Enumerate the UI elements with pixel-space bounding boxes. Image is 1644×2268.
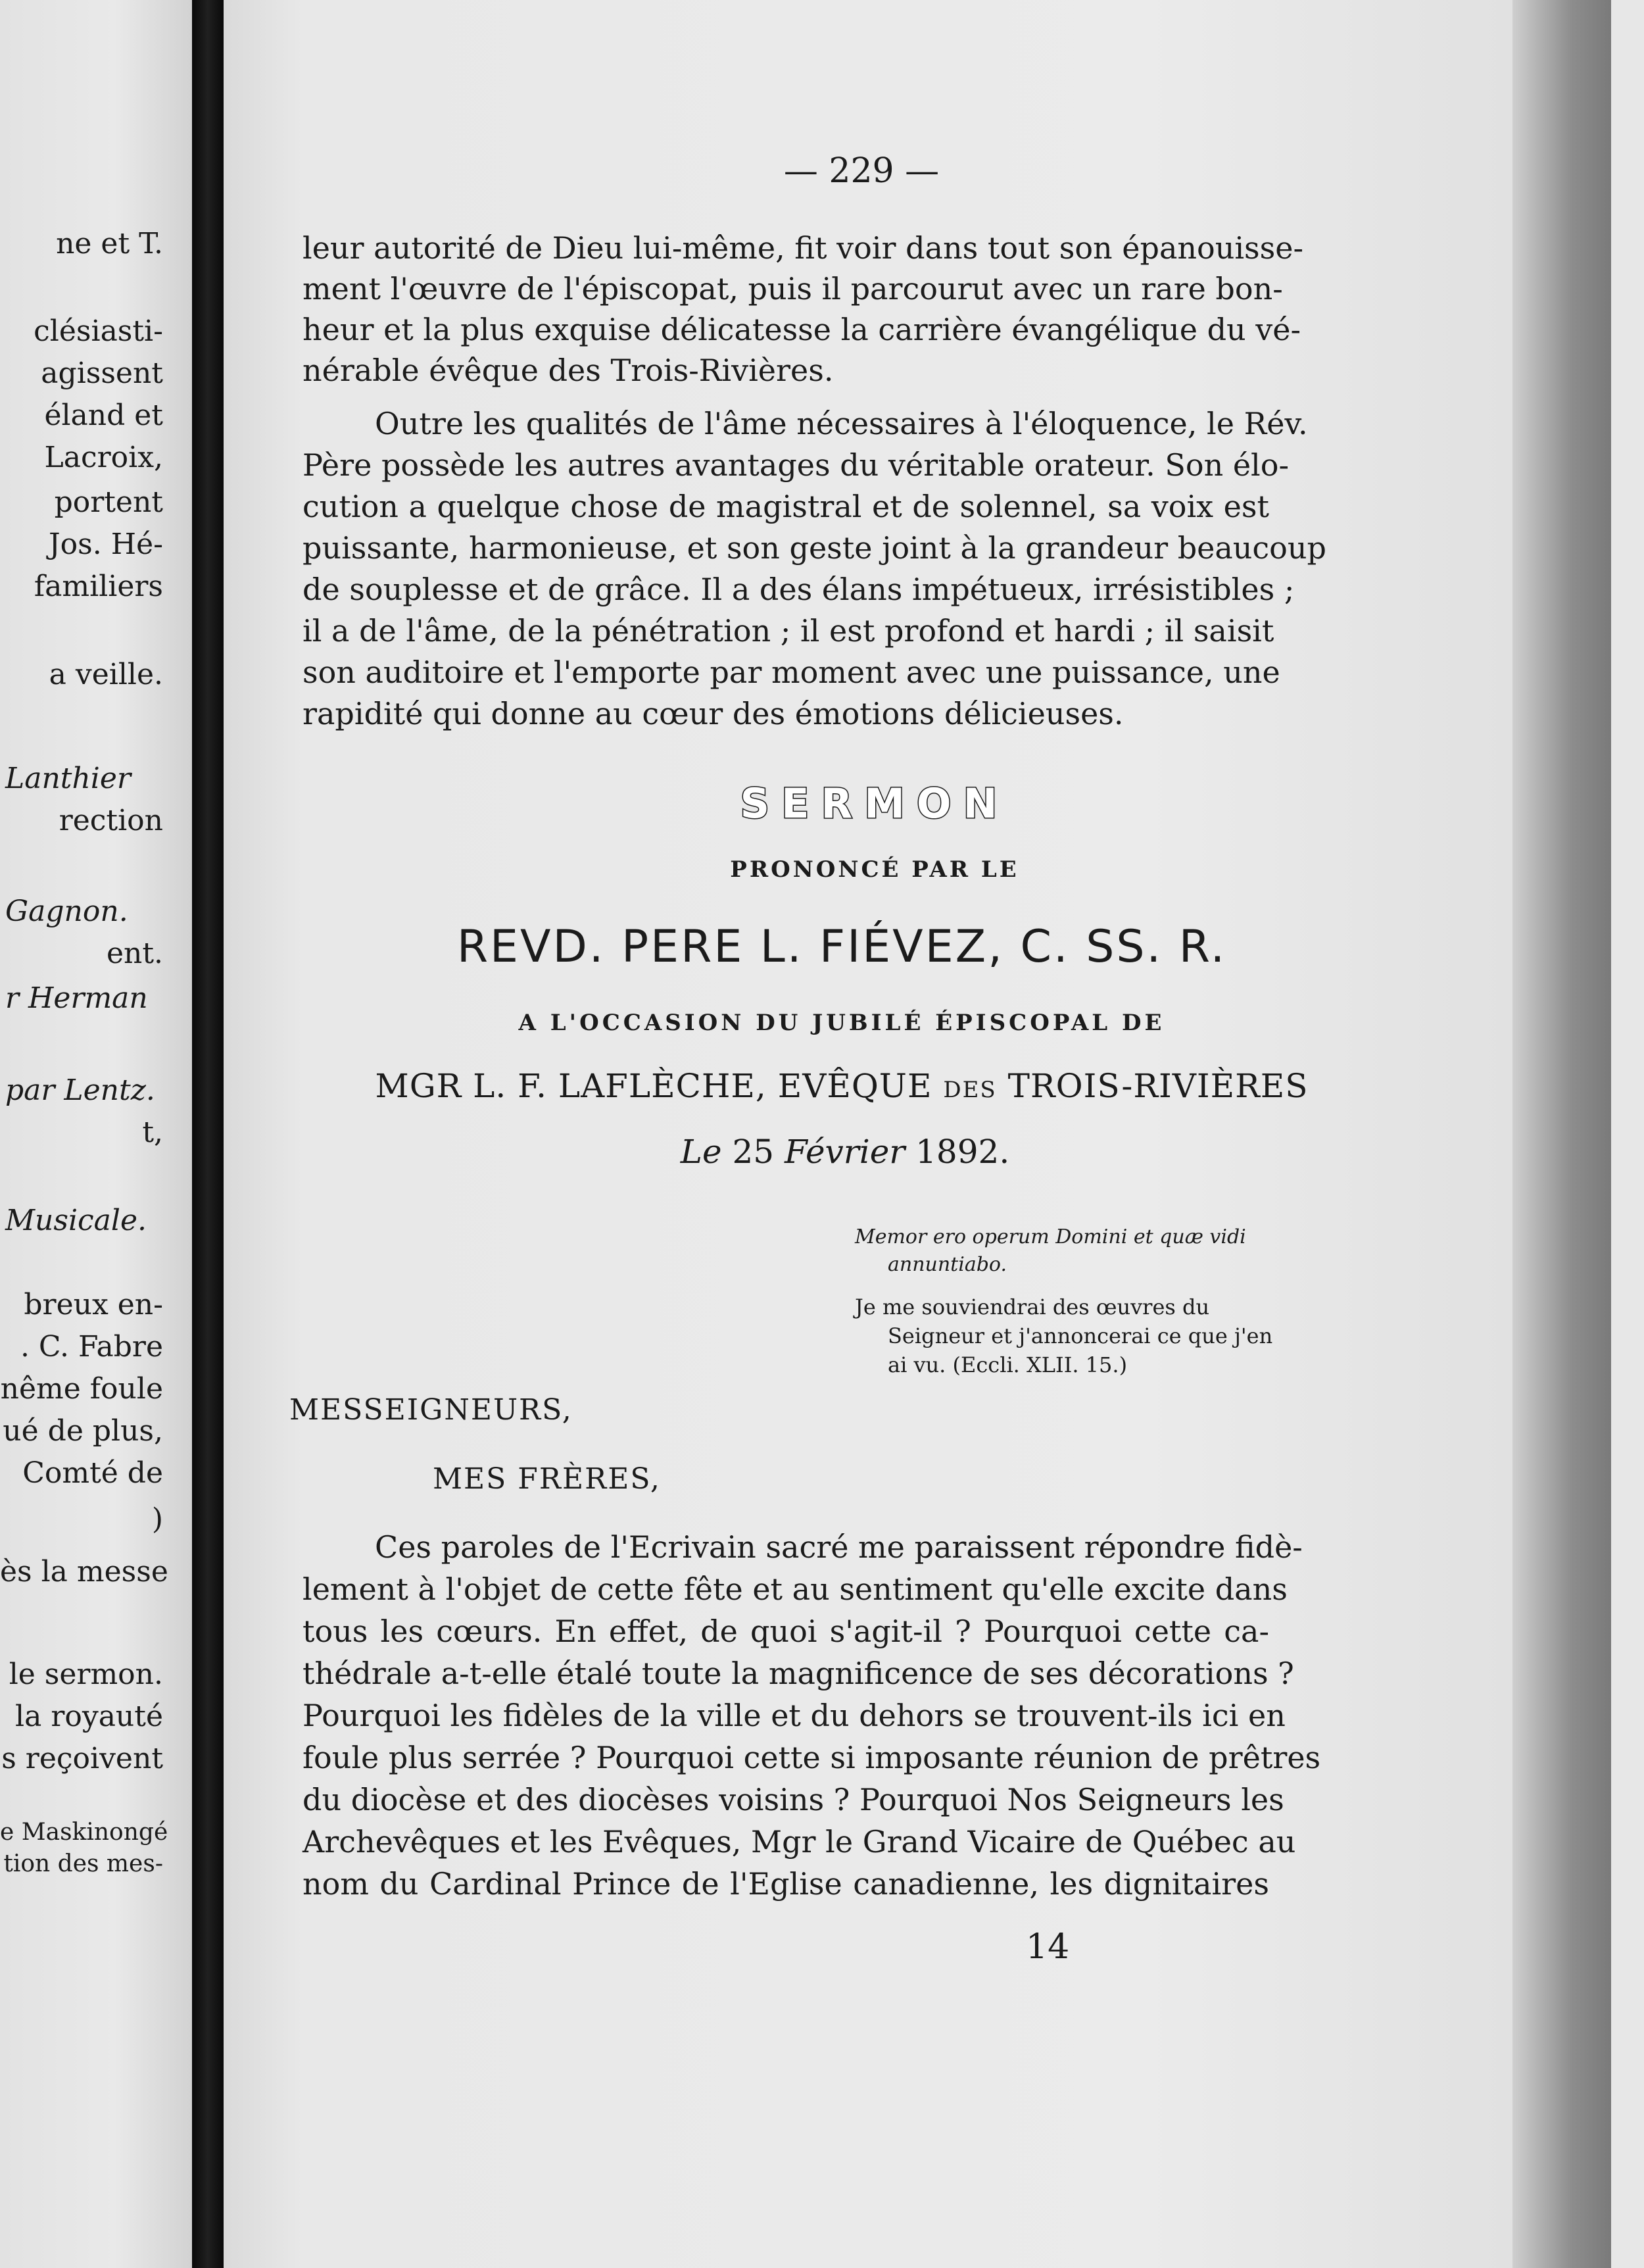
- facing-page-line: le sermon.: [9, 1658, 163, 1691]
- facing-page-line: clésiasti-: [34, 314, 163, 348]
- page-stack-edge: [1512, 0, 1611, 2268]
- text-line: heur et la plus exquise délicatesse la carrière évangélique du vé-: [302, 312, 1301, 347]
- signature-mark: 14: [1026, 1927, 1070, 1967]
- facing-page-line: a veille.: [49, 658, 163, 691]
- text-line: leur autorité de Dieu lui-même, fit voir dans tout son épanouisse-: [302, 230, 1304, 266]
- sermon-date: [566, 1133, 1124, 1171]
- facing-page-line: par Lentz.: [5, 1073, 155, 1107]
- facing-page-line: éland et: [44, 399, 163, 432]
- text-line: puissante, harmonieuse, et son geste joint à la grandeur beaucoup: [302, 530, 1326, 566]
- text-line: Pourquoi les fidèles de la ville et du dehors se trouvent-ils ici en: [302, 1698, 1286, 1733]
- facing-page-line: la royauté: [15, 1700, 163, 1733]
- facing-page-line: portent: [54, 485, 163, 519]
- text-line: nom du Cardinal Prince de l'Eglise canadienne, les dignitaires: [302, 1866, 1269, 1902]
- text-line: de souplesse et de grâce. Il a des élans impétueux, irrésistibles ;: [302, 572, 1295, 607]
- facing-page-line: Gagnon.: [5, 895, 128, 928]
- pronounced-by: PRONONCÉ PAR LE: [730, 856, 1019, 883]
- facing-page-line: ès la messe: [0, 1555, 168, 1589]
- page-number: — 229 —: [783, 151, 940, 191]
- facing-page-line: t,: [142, 1116, 163, 1149]
- facing-page-line: familiers: [34, 570, 163, 603]
- facing-page-line: breux en-: [24, 1288, 163, 1321]
- scan-margin: [1611, 0, 1644, 2268]
- facing-page-line: tion des mes-: [3, 1850, 163, 1877]
- salutation-mes-freres: MES FRÈRES,: [433, 1462, 661, 1496]
- epigraph-latin: Memor ero operum Domini et quæ vidi annuntiabo.: [855, 1225, 1246, 1276]
- book-gutter: [192, 0, 224, 2268]
- facing-page-line: e Maskinongé: [0, 1819, 168, 1846]
- text-line: thédrale a-t-elle étalé toute la magnificence de ses décorations ?: [302, 1656, 1294, 1691]
- preacher-name: REVD. PERE L. FIÉVEZ, C. SS. R.: [456, 921, 1227, 973]
- text-line: tous les cœurs. En effet, de quoi s'agit-il ? Pourquoi cette ca-: [302, 1614, 1269, 1649]
- facing-page-line: ne et T.: [56, 227, 163, 260]
- facing-page-line: Comté de: [22, 1456, 163, 1490]
- facing-page-line: . C. Fabre: [20, 1330, 163, 1364]
- salutation-messeigneurs: MESSEIGNEURS,: [289, 1393, 573, 1427]
- text-line: cution a quelque chose de magistral et de solennel, sa voix est: [302, 489, 1269, 524]
- facing-page-line: Lacroix,: [44, 441, 163, 474]
- facing-page-line: Jos. Hé-: [49, 528, 163, 561]
- facing-page-line: Lanthier: [5, 762, 131, 795]
- facing-page-left: [0, 0, 192, 2268]
- facing-page-line: Musicale.: [5, 1204, 147, 1237]
- facing-page-line: r Herman: [5, 981, 148, 1015]
- text-line: rapidité qui donne au cœur des émotions délicieuses.: [302, 696, 1124, 731]
- sermon-title: SERMON: [740, 779, 1009, 827]
- bishop-line: [289, 1067, 1394, 1105]
- date-month: Février: [785, 1133, 906, 1171]
- text-line: ment l'œuvre de l'épiscopat, puis il parcourut avec un rare bon-: [302, 271, 1283, 307]
- facing-page-line: nême foule: [0, 1372, 163, 1406]
- text-line: Père possède les autres avantages du véritable orateur. Son élo-: [302, 447, 1289, 483]
- text-line: Ces paroles de l'Ecrivain sacré me paraissent répondre fidè-: [375, 1529, 1303, 1565]
- facing-page-line: ent.: [106, 937, 163, 970]
- text-line: Outre les qualités de l'âme nécessaires à l'éloquence, le Rév.: [375, 406, 1308, 441]
- text-line: foule plus serrée ? Pourquoi cette si imposante réunion de prêtres: [302, 1740, 1321, 1775]
- epigraph-french: Je me souviendrai des œuvres du Seigneur et j'annoncerai ce que j'en ai vu. (Eccli. XLII. 15.): [855, 1294, 1273, 1377]
- text-line: son auditoire et l'emporte par moment avec une puissance, une: [302, 654, 1280, 690]
- text-line: nérable évêque des Trois-Rivières.: [302, 353, 834, 388]
- text-line: du diocèse et des diocèses voisins ? Pourquoi Nos Seigneurs les: [302, 1782, 1284, 1817]
- date-day: 25: [732, 1133, 775, 1171]
- facing-page-line: rection: [59, 804, 163, 837]
- occasion-line: A L'OCCASION DU JUBILÉ ÉPISCOPAL DE: [518, 1010, 1165, 1036]
- facing-page-line: s reçoivent: [1, 1742, 163, 1775]
- text-line: il a de l'âme, de la pénétration ; il est profond et hardi ; il saisit: [302, 613, 1274, 649]
- facing-page-line: agissent: [41, 357, 163, 390]
- text-line: lement à l'objet de cette fête et au sentiment qu'elle excite dans: [302, 1571, 1288, 1607]
- facing-page-line: ): [151, 1502, 163, 1536]
- date-year: 1892.: [915, 1133, 1010, 1171]
- bishop-name: MGR L. F. LAFLÈCHE, EVÊQUE: [375, 1067, 944, 1105]
- date-le: Le: [680, 1133, 722, 1171]
- bishop-see: TROIS-RIVIÈRES: [996, 1067, 1309, 1105]
- bishop-des: DES: [943, 1077, 997, 1103]
- main-page: [224, 0, 1542, 2268]
- facing-page-line: ué de plus,: [3, 1414, 163, 1448]
- text-line: Archevêques et les Evêques, Mgr le Grand Vicaire de Québec au: [302, 1824, 1296, 1860]
